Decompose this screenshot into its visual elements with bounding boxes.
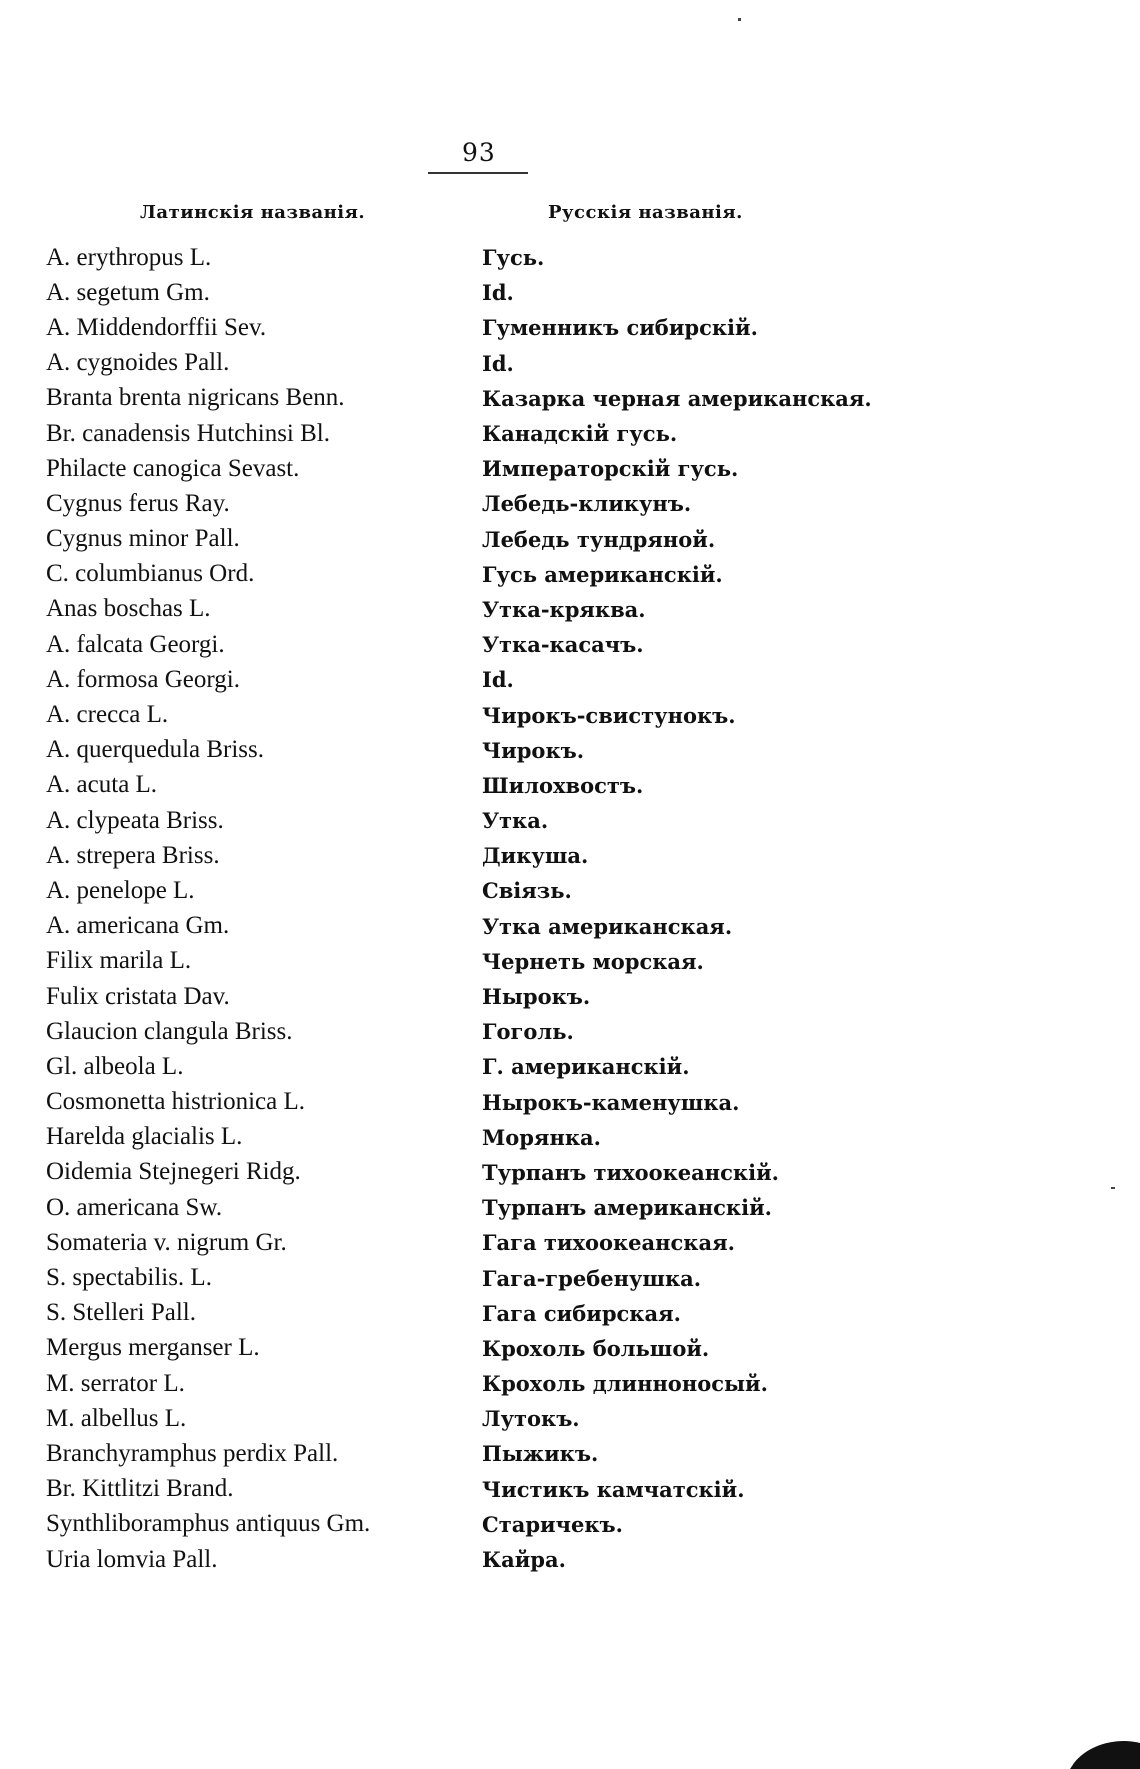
latin-name: M. albellus L.: [46, 1404, 187, 1432]
latin-name: Cygnus ferus Ray.: [46, 489, 230, 517]
table-row: [0, 416, 1140, 451]
latin-name: C. columbianus Ord.: [46, 560, 255, 588]
latin-name: Uria lomvia Pall.: [46, 1545, 218, 1573]
latin-name: A. falcata Georgi.: [46, 630, 225, 658]
russian-name: Гусь.: [482, 245, 545, 271]
russian-name: Крохоль длинноносый.: [482, 1371, 768, 1397]
russian-name: Гага сибирская.: [482, 1300, 681, 1326]
table-row: [0, 240, 1140, 275]
table-row: [0, 522, 1140, 557]
table-row: [0, 627, 1140, 662]
latin-name: Cosmonetta histrionica L.: [46, 1088, 305, 1116]
page-number-rule: [428, 172, 528, 174]
table-row: [0, 381, 1140, 416]
latin-name: A. acuta L.: [46, 771, 158, 799]
russian-name: Id.: [482, 350, 514, 376]
latin-name: Filix marila L.: [46, 947, 192, 975]
table-row: [0, 1155, 1140, 1190]
russian-name: Гуменникъ сибирскій.: [482, 315, 758, 341]
table-row: [0, 1225, 1140, 1260]
table-row: [0, 1260, 1140, 1295]
latin-name: A. clypeata Briss.: [46, 806, 224, 834]
table-row: [0, 1049, 1140, 1084]
table-row: [0, 557, 1140, 592]
russian-name: Крохоль большой.: [482, 1335, 710, 1361]
latin-name: A. cygnoides Pall.: [46, 349, 230, 377]
russian-name: Чернеть морская.: [482, 948, 704, 974]
russian-name: Утка американская.: [482, 913, 733, 939]
latin-name: Harelda glacialis L.: [46, 1123, 243, 1151]
russian-name: Утка-касачъ.: [482, 632, 644, 658]
latin-name: Fulix cristata Dav.: [46, 982, 230, 1010]
latin-name: S. spectabilis. L.: [46, 1264, 212, 1292]
table-row: [0, 1401, 1140, 1436]
russian-name: Пыжикъ.: [482, 1441, 599, 1467]
table-row: [0, 1014, 1140, 1049]
column-header-russian: Русскія названія.: [548, 202, 743, 223]
table-row: [0, 733, 1140, 768]
latin-name: Mergus merganser L.: [46, 1334, 260, 1362]
russian-name: Турпанъ американскій.: [482, 1195, 772, 1221]
russian-name: Г. американскій.: [482, 1054, 690, 1080]
russian-name: Гусь американскій.: [482, 561, 723, 587]
table-row: [0, 592, 1140, 627]
russian-name: Лебедь-кликунъ.: [482, 491, 692, 517]
russian-name: Гага-гребенушка.: [482, 1265, 702, 1291]
species-names-table: [0, 240, 1140, 1577]
latin-name: A. penelope L.: [46, 876, 195, 904]
table-row: [0, 979, 1140, 1014]
russian-name: Чирокъ.: [482, 737, 585, 763]
table-row: [0, 1190, 1140, 1225]
table-row: [0, 1436, 1140, 1471]
page-number: 93: [462, 138, 496, 167]
russian-name: Кайра.: [482, 1547, 566, 1573]
russian-name: Лебедь тундряной.: [482, 526, 716, 552]
latin-name: A. strepera Briss.: [46, 841, 220, 869]
table-row: [0, 1366, 1140, 1401]
corner-ink-blot: [1070, 1733, 1140, 1769]
latin-name: Cygnus minor Pall.: [46, 525, 240, 553]
russian-name: Лутокъ.: [482, 1406, 580, 1432]
latin-name: S. Stelleri Pall.: [46, 1299, 196, 1327]
table-row: [0, 1331, 1140, 1366]
russian-name: Свіязь.: [482, 878, 572, 904]
russian-name: Чирокъ-свистунокъ.: [482, 702, 736, 728]
latin-name: Anas boschas L.: [46, 595, 211, 623]
latin-name: A. erythropus L.: [46, 243, 212, 271]
table-row: [0, 768, 1140, 803]
latin-name: Br. Kittlitzi Brand.: [46, 1475, 234, 1503]
table-row: [0, 909, 1140, 944]
latin-name: M. serrator L.: [46, 1369, 185, 1397]
table-row: [0, 1296, 1140, 1331]
russian-name: Нырокъ.: [482, 984, 591, 1010]
table-row: [0, 1472, 1140, 1507]
table-row: [0, 662, 1140, 697]
russian-name: Утка-кряква.: [482, 596, 646, 622]
print-speck: [738, 18, 741, 21]
latin-name: Branta brenta nigricans Benn.: [46, 384, 345, 412]
table-row: [0, 1507, 1140, 1542]
latin-name: A. querquedula Briss.: [46, 736, 265, 764]
latin-name: A. crecca L.: [46, 701, 169, 729]
russian-name: Канадскій гусь.: [482, 421, 678, 447]
latin-name: A. Middendorffii Sev.: [46, 313, 267, 341]
russian-name: Чистикъ камчатскій.: [482, 1476, 745, 1502]
table-row: [0, 275, 1140, 310]
latin-name: A. segetum Gm.: [46, 278, 210, 306]
russian-name: Турпанъ тихоокеанскій.: [482, 1159, 779, 1185]
latin-name: Glaucion clangula Briss.: [46, 1017, 293, 1045]
table-row: [0, 451, 1140, 486]
latin-name: A. americana Gm.: [46, 912, 230, 940]
table-row: [0, 838, 1140, 873]
column-header-latin: Латинскія названія.: [140, 202, 366, 223]
latin-name: A. formosa Georgi.: [46, 665, 240, 693]
latin-name: Br. canadensis Hutchinsi Bl.: [46, 419, 330, 447]
table-row: [0, 346, 1140, 381]
table-row: [0, 803, 1140, 838]
latin-name: Branchyramphus perdix Pall.: [46, 1439, 339, 1467]
russian-name: Дикуша.: [482, 843, 589, 869]
latin-name: Oidemia Stejnegeri Ridg.: [46, 1158, 301, 1186]
russian-name: Морянка.: [482, 1124, 601, 1150]
table-row: [0, 1085, 1140, 1120]
latin-name: Somateria v. nigrum Gr.: [46, 1228, 287, 1256]
table-row: [0, 697, 1140, 732]
russian-name: Id.: [482, 667, 514, 693]
table-row: [0, 310, 1140, 345]
russian-name: Старичекъ.: [482, 1511, 623, 1537]
table-row: [0, 1120, 1140, 1155]
russian-name: Императорскій гусь.: [482, 456, 739, 482]
russian-name: Гага тихоокеанская.: [482, 1230, 735, 1256]
latin-name: O. americana Sw.: [46, 1193, 223, 1221]
russian-name: Id.: [482, 280, 514, 306]
russian-name: Казарка черная американская.: [482, 385, 872, 411]
table-row: [0, 1542, 1140, 1577]
table-row: [0, 486, 1140, 521]
table-row: [0, 944, 1140, 979]
russian-name: Нырокъ-каменушка.: [482, 1089, 740, 1115]
latin-name: Philacte canogica Sevast.: [46, 454, 300, 482]
table-row: [0, 873, 1140, 908]
russian-name: Гоголь.: [482, 1019, 574, 1045]
latin-name: Gl. albeola L.: [46, 1052, 184, 1080]
latin-name: Synthliboramphus antiquus Gm.: [46, 1510, 371, 1538]
russian-name: Шилохвостъ.: [482, 772, 644, 798]
russian-name: Утка.: [482, 808, 549, 834]
